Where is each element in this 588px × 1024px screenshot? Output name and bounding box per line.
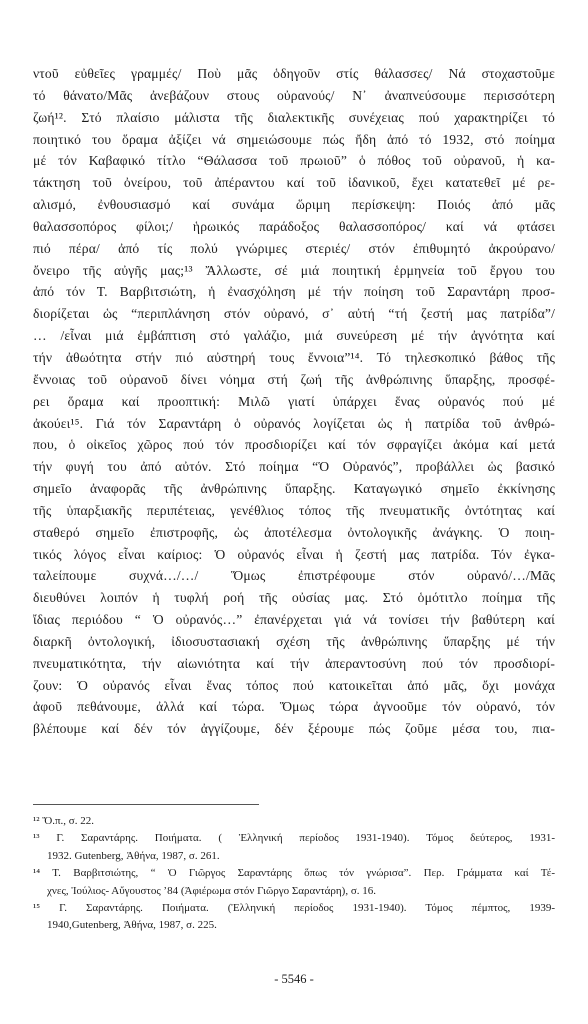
body-line: … /εἶναι μιά ἐμβάπτιση στό γαλάζιο, μιά συνεύρεση μέ τήν ἀγνότητα καί bbox=[33, 328, 555, 344]
body-line: τάκτηση τοῦ ὀνείρου, τοῦ ἀπέραντου καί τοῦ ἰδανικοῦ, ἔχει κατατεθεῖ μέ ρε- bbox=[33, 175, 555, 191]
body-line: πνευματικότητα, τήν αἰωνιότητα καί τήν ἀπεραντοσύνη πού τόν προσδιορί- bbox=[33, 655, 555, 671]
footnote-14: ¹⁴ Τ. Βαρβιτσιώτης, “ Ὁ Γιῶργος Σαραντάρης ὅπως τόν γνώρισα”. Περ. Γράμματα καί Τέ- bbox=[33, 867, 555, 880]
body-line: πιό πέρα/ ἀπό τίς πολύ γνώριμες στεριές/ στόν ἐπιθυμητό ἀκρούρανο/ bbox=[33, 240, 555, 256]
body-line: ἔννοιας τοῦ οὐρανοῦ δίνει νόημα στή ζωή τῆς ἀνθρώπινης ὕπαρξης, προσφέ- bbox=[33, 371, 555, 387]
body-line: ντοῦ εὐθεῖες γραμμές/ Ποὺ μᾶς ὁδηγοῦν στίς θάλασσες/ Νά στοχαστοῦμε bbox=[33, 66, 555, 81]
footnote-14-continued: χνες, Ἰούλιος- Αὔγουστος ’84 (Ἀφιέρωμα στόν Γιῶργο Σαραντάρη), σ. 16. bbox=[47, 884, 377, 897]
footnote-15: ¹⁵ Γ. Σαραντάρης. Ποιήματα. (Ἑλληνική περίοδος 1931-1940). Τόμος πέμπτος, 1939- bbox=[33, 902, 555, 915]
body-line: αλισμό, ἐνθουσιασμό καί συνάμα ὥριμη περίσκεψη: Ποιός ἀπό μᾶς bbox=[33, 197, 555, 213]
footnote-13-continued: 1932. Gutenberg, Ἀθήνα, 1987, σ. 261. bbox=[47, 849, 220, 862]
body-line: θαλασσοπόρος φίλοι;/ ἡρωικός παράδοξος θαλασσοπόρος/ καί νά φτάσει bbox=[33, 218, 555, 234]
body-line: τήν φυγή του ἀπό αὐτόν. Στό ποίημα “Ὁ Οὐρανός”, προβάλλει ὡς βασικό bbox=[33, 459, 555, 475]
body-line: βλέπουμε καί δέν τόν ἀγγίζουμε, δέν ξέρουμε πώς ζοῦμε μέσα του, πια- bbox=[33, 721, 555, 737]
body-line: τῆς ὑπαρξιακῆς περιπέτειας, γενέθλιος τόπος τῆς πνευματικῆς ὀντότητας καί bbox=[33, 502, 555, 518]
body-line: ζουν: Ὁ οὐρανός εἶναι ἕνας τόπος πού κατοικεῖται ἀπό μᾶς, ὄχι μονάχα bbox=[33, 677, 555, 693]
body-text bbox=[33, 63, 555, 740]
body-line: ἀπό τόν Τ. Βαρβιτσιώτη, ἡ ἐνασχόληση μέ τήν ποίηση τοῦ Σαραντάρη προσ- bbox=[33, 284, 555, 300]
body-line: που, ὁ οἰκεῖος χῶρος πού τόν προσδιορίζει καί τόν σφραγίζει ἀκόμα καί μετά bbox=[33, 437, 555, 453]
footnote-13: ¹³ Γ. Σαραντάρης. Ποιήματα. ( Ἑλληνική περίοδος 1931-1940). Τόμος δεύτερος, 1931- bbox=[33, 832, 555, 845]
body-line: μέ τόν Καβαφικό τίτλο “Θάλασσα τοῦ πρωιοῦ” ὁ πόθος τοῦ οὐρανοῦ, ἡ κα- bbox=[33, 153, 555, 169]
footnote-12: ¹² Ὅ.π., σ. 22. bbox=[33, 815, 94, 827]
body-line: σταθερό σημεῖο ἐπιστροφῆς, ὡς ἀποτέλεσμα ὀντολογικῆς ἀνάγκης. Ὁ ποιη- bbox=[33, 524, 555, 540]
footnote-separator bbox=[33, 804, 259, 805]
footnote-15-continued: 1940,Gutenberg, Ἀθήνα, 1987, σ. 225. bbox=[47, 919, 217, 932]
body-line: ἀφοῦ πεθάνουμε, ἀλλά καί τώρα. Ὅμως τώρα ἀγνοοῦμε τόν οὐρανό, τόν bbox=[33, 699, 555, 715]
body-line: τήν ἀθωότητα στήν πιό αὐστηρή τους ἔννοια”¹⁴. Τό τηλεσκοπικό βάθος τῆς bbox=[33, 349, 555, 365]
body-line: ποιητικό του ὅραμα ἀξίζει νά σημειώσουμε πώς ἤδη ἀπό τό 1932, στό ποίημα bbox=[33, 131, 555, 147]
body-line: σημεῖο ἀναφορᾶς τῆς ἀνθρώπινης ὕπαρξης. Καταγωγικό σημεῖο ἐκκίνησης bbox=[33, 481, 555, 497]
body-line: ρει ὅραμα καί προοπτική: Μιλῶ γιατί ὑπάρχει ἕνας οὐρανός πού μέ bbox=[33, 393, 555, 409]
body-line: ἴδιας περιόδου “ Ὁ οὐρανός…” ἐπανέρχεται γιά νά τονίσει τήν βαθύτερη καί bbox=[33, 612, 555, 628]
body-line: διευθύνει λοιπόν ἡ τυφλή ροή τῆς οὐσίας μας. Στό ὁμότιτλο ποίημα τῆς bbox=[33, 590, 555, 606]
body-line: διαρκῆ ὀντολογική, ἰδιοσυστασιακή σχέση τῆς ἀνθρώπινης ὕπαρξης μέ τήν bbox=[33, 633, 555, 649]
footnotes bbox=[33, 813, 555, 935]
body-line: ζωή¹². Στό πλαίσιο μάλιστα τῆς διαλεκτικῆς συνέχειας πού χαρακτηρίζει τό bbox=[33, 109, 555, 125]
body-line: ταλείπουμε συχνά…/…/ Ὅμως ἐπιστρέφουμε στόν οὐρανό/…/Μᾶς bbox=[33, 568, 555, 584]
page-number: - 5546 - bbox=[274, 972, 314, 986]
body-line: ἀκούει¹⁵. Γιά τόν Σαραντάρη ὁ οὐρανός λογίζεται ὡς ἡ πατρίδα τοῦ ἀνθρώ- bbox=[33, 415, 555, 431]
body-line: τό θάνατο/Μᾶς ἀνεβάζουν στους οὐρανούς/ Ν᾽ ἀναπνεύσουμε περισσότερη bbox=[33, 87, 555, 103]
body-line: διορίζεται ὡς “περιπλάνηση στόν οὐρανό, σ᾽ αὐτή “τή ζεστή μας πατρίδα”/ bbox=[33, 306, 555, 322]
body-line: τικός λόγος εἶναι καίριος: Ὁ οὐρανός εἶναι ἡ ζεστή μας πατρίδα. Τόν ἐγκα- bbox=[33, 546, 555, 562]
body-line: ὄνειρο τῆς αὐγῆς μας;¹³ Ἄλλωστε, σέ μιά ποιητική ἑρμηνεία τοῦ ἔργου του bbox=[33, 262, 555, 278]
